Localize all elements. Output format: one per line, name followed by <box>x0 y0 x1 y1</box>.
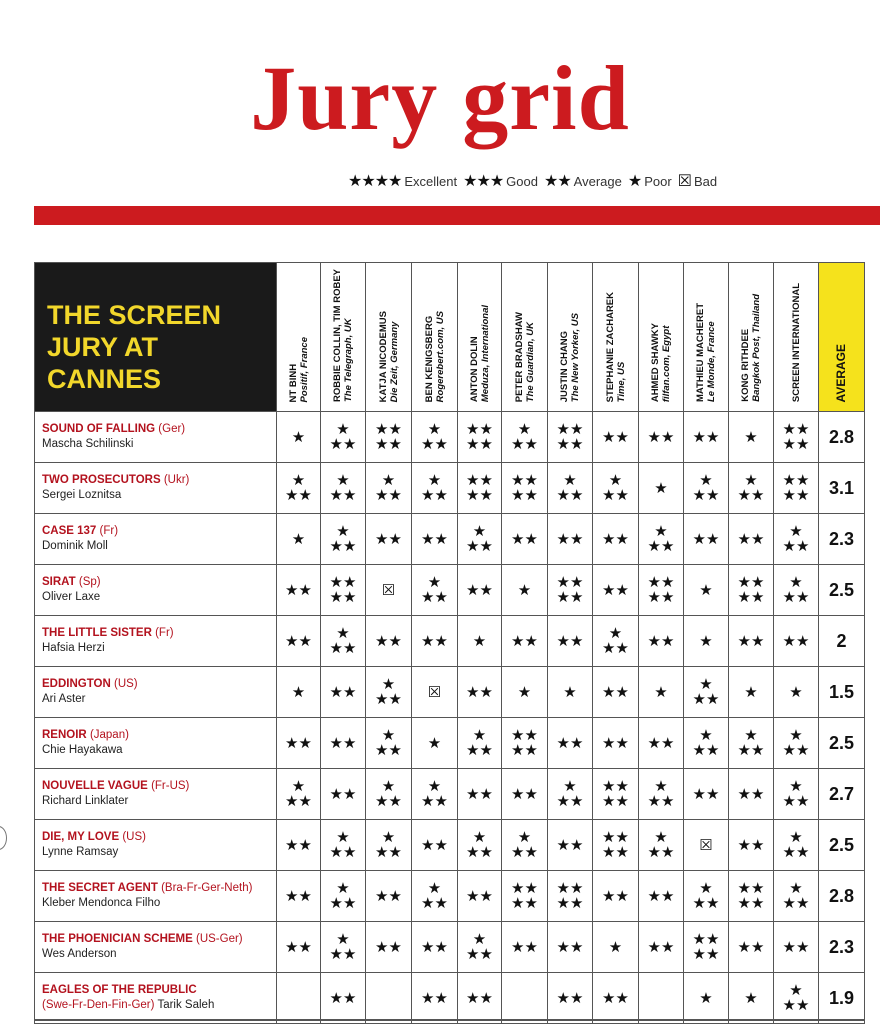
table-row <box>35 820 865 871</box>
average-score: 2.3 <box>819 922 865 973</box>
film-title: TWO PROSECUTORS <box>42 474 161 486</box>
star-rating-icon: ★ ★★ <box>366 463 412 514</box>
critic-column-header <box>277 263 321 412</box>
star-rating-icon: ★★ <box>774 616 819 667</box>
average-label: AVERAGE <box>834 343 848 402</box>
average-score: 2.8 <box>819 871 865 922</box>
star-rating-icon: ★ ★★ <box>684 463 729 514</box>
critic-publication: Bangkok Post, Thailand <box>751 294 762 402</box>
legend-stars-icon: ★★★★ <box>348 173 402 190</box>
star-rating-icon: ★ <box>684 616 729 667</box>
critic-column-header <box>639 263 684 412</box>
star-rating-icon: ★★ ★★ <box>593 820 639 871</box>
star-rating-icon: ★★ <box>593 412 639 463</box>
legend-stars-icon: ☒ <box>677 173 691 190</box>
legend-label: Poor <box>644 173 672 189</box>
star-rating-icon: ★★ <box>639 616 684 667</box>
legend-stars-icon: ★★★ <box>463 173 504 190</box>
film-country: (US) <box>122 831 146 843</box>
bad-rating-icon: ☒ <box>366 565 412 616</box>
critic-name: JUSTIN CHANG <box>559 330 570 402</box>
average-score: 1.9 <box>819 973 865 1024</box>
star-rating-icon: ★★ ★★ <box>593 769 639 820</box>
average-score: 2.8 <box>819 412 865 463</box>
star-rating-icon: ★★ ★★ <box>458 412 502 463</box>
star-rating-icon: ★★ ★★ <box>729 871 774 922</box>
film-country: (US-Ger) <box>196 933 243 945</box>
star-rating-icon: ★★ <box>458 769 502 820</box>
star-rating-icon: ★ <box>277 667 321 718</box>
star-rating-icon: ★ ★★ <box>366 718 412 769</box>
bad-rating-icon: ☒ <box>412 667 458 718</box>
star-rating-icon <box>277 973 321 1024</box>
film-country: (Swe-Fr-Den-Fin-Ger) <box>42 999 155 1011</box>
average-score: 1.5 <box>819 667 865 718</box>
star-rating-icon: ★ ★★ <box>639 769 684 820</box>
film-cell <box>35 718 277 769</box>
star-rating-icon: ★★ <box>366 922 412 973</box>
critic-column-header <box>321 263 366 412</box>
star-rating-icon: ★ <box>639 463 684 514</box>
film-cell <box>35 820 277 871</box>
star-rating-icon: ★★ <box>729 514 774 565</box>
star-rating-icon: ★ ★★ <box>321 871 366 922</box>
star-rating-icon: ★★ <box>502 769 548 820</box>
star-rating-icon: ★★ <box>639 718 684 769</box>
film-country: (Fr) <box>99 525 119 537</box>
star-rating-icon: ★ ★★ <box>366 769 412 820</box>
star-rating-icon <box>502 973 548 1024</box>
star-rating-icon: ★ ★★ <box>502 820 548 871</box>
star-rating-icon: ★★ ★★ <box>502 463 548 514</box>
film-cell <box>35 565 277 616</box>
film-director: Richard Linklater <box>42 795 129 807</box>
star-rating-icon: ★ ★★ <box>321 820 366 871</box>
critic-publication: The Telegraph, UK <box>343 318 354 402</box>
star-rating-icon: ★ <box>502 667 548 718</box>
star-rating-icon: ★ ★★ <box>412 871 458 922</box>
film-title: CASE 137 <box>42 525 97 537</box>
star-rating-icon: ★ ★★ <box>458 922 502 973</box>
star-rating-icon: ★★ <box>321 667 366 718</box>
star-rating-icon: ★ ★★ <box>412 769 458 820</box>
star-rating-icon: ★ ★★ <box>593 616 639 667</box>
star-rating-icon: ★★ <box>412 820 458 871</box>
star-rating-icon: ★★ <box>502 514 548 565</box>
star-rating-icon: ★★ <box>593 565 639 616</box>
legend-item <box>544 171 622 191</box>
film-director: Ari Aster <box>42 693 86 705</box>
film-director: Wes Anderson <box>42 948 117 960</box>
critic-column-header <box>729 263 774 412</box>
star-rating-icon: ★★ ★★ <box>502 871 548 922</box>
star-rating-icon: ★★ <box>639 922 684 973</box>
film-cell <box>35 616 277 667</box>
film-title: NOUVELLE VAGUE <box>42 780 148 792</box>
average-column-header <box>819 263 865 412</box>
star-rating-icon: ★ ★★ <box>684 667 729 718</box>
star-rating-icon: ★★ <box>277 718 321 769</box>
star-rating-icon: ★★ ★★ <box>366 412 412 463</box>
star-rating-icon: ★ ★★ <box>366 820 412 871</box>
star-rating-icon: ★ ★★ <box>458 514 502 565</box>
star-rating-icon: ★★ ★★ <box>639 565 684 616</box>
film-cell <box>35 412 277 463</box>
star-rating-icon: ★ ★★ <box>277 463 321 514</box>
film-cell <box>35 463 277 514</box>
star-rating-icon: ★ ★★ <box>412 565 458 616</box>
critic-publication: Le Monde, France <box>706 321 717 402</box>
star-rating-icon: ★★ <box>548 973 593 1024</box>
critic-publication: The Guardian, UK <box>524 321 536 402</box>
critic-name: PETER BRADSHAW <box>513 311 525 402</box>
red-divider-bar <box>34 206 880 225</box>
star-rating-icon: ★ ★★ <box>502 412 548 463</box>
star-rating-icon: ★ ★★ <box>548 769 593 820</box>
critic-column-header <box>412 263 458 412</box>
critic-column-header <box>548 263 593 412</box>
star-rating-icon: ★ ★★ <box>321 616 366 667</box>
star-rating-icon: ★ <box>548 667 593 718</box>
star-rating-icon: ★ ★★ <box>774 973 819 1024</box>
film-country: (US) <box>114 678 138 690</box>
star-rating-icon: ★ <box>729 973 774 1024</box>
critic-publication: Die Zeit, Germany <box>388 321 400 402</box>
star-rating-icon: ★ <box>684 565 729 616</box>
star-rating-icon: ★★ <box>548 718 593 769</box>
legend-label: Average <box>573 173 622 189</box>
star-rating-icon: ★ ★★ <box>774 820 819 871</box>
critic-name: SCREEN INTERNATIONAL <box>790 282 802 402</box>
star-rating-icon: ★ ★★ <box>774 871 819 922</box>
star-rating-icon: ★★ <box>548 820 593 871</box>
critic-publication: filfan.com, Egypt <box>661 325 672 402</box>
critic-column-header <box>593 263 639 412</box>
film-title: SIRAT <box>42 576 76 588</box>
star-rating-icon: ★★ <box>458 973 502 1024</box>
star-rating-icon: ★ ★★ <box>458 820 502 871</box>
legend-label: Bad <box>694 173 718 189</box>
star-rating-icon: ★★ <box>412 616 458 667</box>
star-rating-icon: ★ ★★ <box>277 769 321 820</box>
film-director: Hafsia Herzi <box>42 642 105 654</box>
star-rating-icon: ★ ★★ <box>729 718 774 769</box>
star-rating-icon: ★ <box>729 412 774 463</box>
critic-name: BEN KENIGSBERG <box>423 315 435 402</box>
critic-name: KONG RITHDEE <box>740 329 751 402</box>
critic-name: ROBBIE COLLIN, TIM ROBEY <box>332 269 343 402</box>
star-rating-icon: ★ <box>277 514 321 565</box>
star-rating-icon: ★ <box>593 922 639 973</box>
film-director: Kleber Mendonca Filho <box>42 897 161 909</box>
star-rating-icon: ★ ★★ <box>639 820 684 871</box>
critic-publication: Meduza, International <box>479 304 491 402</box>
star-rating-icon: ★★ <box>548 616 593 667</box>
star-rating-icon: ★★ <box>639 871 684 922</box>
film-director: Tarik Saleh <box>157 999 215 1011</box>
star-rating-icon: ★★ <box>593 667 639 718</box>
table-row <box>35 667 865 718</box>
critic-publication: Positif, France <box>298 336 310 402</box>
table-row <box>35 565 865 616</box>
star-rating-icon: ★ ★★ <box>412 412 458 463</box>
film-director: Oliver Laxe <box>42 591 101 603</box>
legend-item <box>678 171 717 191</box>
star-rating-icon: ★★ <box>366 616 412 667</box>
table-row <box>35 973 865 1024</box>
bad-rating-icon: ☒ <box>684 820 729 871</box>
star-rating-icon: ★★ ★★ <box>548 412 593 463</box>
film-title: SOUND OF FALLING <box>42 423 156 435</box>
star-rating-icon: ★★ <box>729 616 774 667</box>
star-rating-icon: ★★ <box>684 769 729 820</box>
star-rating-icon: ★ <box>458 616 502 667</box>
star-rating-icon: ★★ <box>321 718 366 769</box>
jury-grid-table <box>34 262 865 1024</box>
star-rating-icon: ★ ★★ <box>774 514 819 565</box>
critic-name: MATHIEU MACHERET <box>695 302 706 402</box>
star-rating-icon: ★★ <box>321 973 366 1024</box>
film-director: Lynne Ramsay <box>42 846 119 858</box>
film-country: (Fr) <box>155 627 174 639</box>
star-rating-icon: ★★ <box>593 973 639 1024</box>
film-country: (Japan) <box>89 729 129 741</box>
star-rating-icon: ★ ★★ <box>774 718 819 769</box>
star-rating-icon: ★ ★★ <box>774 565 819 616</box>
star-rating-icon: ★★ <box>774 922 819 973</box>
star-rating-icon: ★★ <box>412 514 458 565</box>
film-country: (Fr-US) <box>151 780 190 792</box>
star-rating-icon: ★★ <box>366 514 412 565</box>
star-rating-icon: ★★ ★★ <box>321 565 366 616</box>
star-rating-icon: ★★ <box>502 616 548 667</box>
star-rating-icon: ★★ <box>277 565 321 616</box>
film-director: Dominik Moll <box>42 540 108 552</box>
film-country: (Ukr) <box>163 474 190 486</box>
star-rating-icon: ★ ★★ <box>548 463 593 514</box>
critic-publication: The New Yorker, US <box>570 312 581 402</box>
film-country: (Ger) <box>158 423 186 435</box>
star-rating-icon <box>639 973 684 1024</box>
star-rating-icon: ★ ★★ <box>458 718 502 769</box>
star-rating-icon: ★★ <box>593 718 639 769</box>
star-rating-icon: ★★ <box>729 922 774 973</box>
critic-name: STEPHANIE ZACHAREK <box>604 291 616 402</box>
star-rating-icon: ★ <box>639 667 684 718</box>
star-rating-icon: ★ ★★ <box>412 463 458 514</box>
star-rating-icon: ★★ ★★ <box>548 565 593 616</box>
star-rating-icon: ★ <box>277 412 321 463</box>
film-director: Mascha Schilinski <box>42 438 134 450</box>
star-rating-icon: ★★ ★★ <box>684 922 729 973</box>
page-title: Jury grid <box>250 47 630 149</box>
critic-column-header <box>366 263 412 412</box>
star-rating-icon: ★★ <box>277 820 321 871</box>
star-rating-icon: ★ ★★ <box>639 514 684 565</box>
film-cell <box>35 871 277 922</box>
legend-item <box>628 171 672 191</box>
legend-stars-icon: ★ <box>627 173 642 190</box>
star-rating-icon: ★ <box>412 718 458 769</box>
star-rating-icon: ★★ <box>684 412 729 463</box>
film-director: Sergei Loznitsa <box>42 489 122 501</box>
star-rating-icon: ★ ★★ <box>774 769 819 820</box>
average-score: 2.7 <box>819 769 865 820</box>
table-row <box>35 412 865 463</box>
critic-column-header <box>458 263 502 412</box>
star-rating-icon: ★ ★★ <box>321 463 366 514</box>
rating-legend <box>348 171 717 191</box>
film-cell <box>35 667 277 718</box>
star-rating-icon: ★★ <box>548 514 593 565</box>
table-bottom-line <box>34 1019 864 1021</box>
star-rating-icon: ★★ <box>412 922 458 973</box>
star-rating-icon: ★★ <box>639 412 684 463</box>
film-cell <box>35 922 277 973</box>
star-rating-icon: ★ ★★ <box>684 871 729 922</box>
star-rating-icon: ★★ <box>458 667 502 718</box>
star-rating-icon: ★★ ★★ <box>548 871 593 922</box>
film-title: THE PHOENICIAN SCHEME <box>42 933 193 945</box>
star-rating-icon: ★★ ★★ <box>729 565 774 616</box>
star-rating-icon: ★★ <box>593 514 639 565</box>
star-rating-icon: ★★ <box>412 973 458 1024</box>
film-country: (Sp) <box>78 576 101 588</box>
star-rating-icon: ★ ★★ <box>321 412 366 463</box>
film-director: Chie Hayakawa <box>42 744 123 756</box>
film-title: EAGLES OF THE REPUBLIC <box>42 984 197 996</box>
film-country: (Bra-Fr-Ger-Neth) <box>161 882 253 894</box>
table-row <box>35 616 865 667</box>
average-score: 2.3 <box>819 514 865 565</box>
legend-item <box>348 171 457 191</box>
star-rating-icon: ★★ ★★ <box>774 412 819 463</box>
legend-label: Good <box>506 173 538 189</box>
star-rating-icon: ★ ★★ <box>729 463 774 514</box>
star-rating-icon: ★★ <box>277 871 321 922</box>
average-score: 2 <box>819 616 865 667</box>
average-score: 2.5 <box>819 820 865 871</box>
star-rating-icon: ★ <box>774 667 819 718</box>
star-rating-icon: ★★ <box>277 616 321 667</box>
film-title: DIE, MY LOVE <box>42 831 120 843</box>
star-rating-icon: ★ ★★ <box>321 922 366 973</box>
page-edge-circle-icon <box>0 826 7 850</box>
star-rating-icon <box>366 973 412 1024</box>
star-rating-icon: ★★ <box>502 922 548 973</box>
critic-column-header <box>502 263 548 412</box>
star-rating-icon: ★ ★★ <box>366 667 412 718</box>
star-rating-icon: ★★ ★★ <box>458 463 502 514</box>
critic-column-header <box>774 263 819 412</box>
critic-publication: Time, US <box>615 361 627 402</box>
legend-item <box>463 171 538 191</box>
star-rating-icon: ★ ★★ <box>321 514 366 565</box>
film-cell <box>35 973 277 1024</box>
star-rating-icon: ★ <box>502 565 548 616</box>
legend-label: Excellent <box>404 173 458 189</box>
critic-name: NT BINH <box>287 363 299 402</box>
star-rating-icon: ★★ <box>458 565 502 616</box>
film-title: RENOIR <box>42 729 87 741</box>
film-cell <box>35 514 277 565</box>
star-rating-icon: ★★ <box>277 922 321 973</box>
film-title: EDDINGTON <box>42 678 111 690</box>
star-rating-icon: ★★ <box>593 871 639 922</box>
star-rating-icon: ★★ <box>366 871 412 922</box>
star-rating-icon: ★★ <box>321 769 366 820</box>
average-score: 3.1 <box>819 463 865 514</box>
average-score: 2.5 <box>819 718 865 769</box>
table-row <box>35 922 865 973</box>
critic-name: ANTON DOLIN <box>468 336 480 402</box>
star-rating-icon: ★★ <box>548 922 593 973</box>
critic-column-header <box>684 263 729 412</box>
critic-name: AHMED SHAWKY <box>650 322 661 402</box>
star-rating-icon: ★ <box>729 667 774 718</box>
table-row <box>35 718 865 769</box>
star-rating-icon: ★★ ★★ <box>774 463 819 514</box>
star-rating-icon: ★ <box>684 973 729 1024</box>
critic-name: KATJA NICODEMUS <box>377 310 389 402</box>
critic-publication: Rogerebert.com, US <box>434 310 446 402</box>
table-row <box>35 769 865 820</box>
film-title: THE SECRET AGENT <box>42 882 158 894</box>
legend-stars-icon: ★★ <box>543 173 571 190</box>
star-rating-icon: ★★ <box>458 871 502 922</box>
film-cell <box>35 769 277 820</box>
star-rating-icon: ★★ <box>684 514 729 565</box>
star-rating-icon: ★ ★★ <box>593 463 639 514</box>
average-score: 2.5 <box>819 565 865 616</box>
star-rating-icon: ★★ ★★ <box>502 718 548 769</box>
star-rating-icon: ★★ <box>729 820 774 871</box>
table-row <box>35 871 865 922</box>
film-title: THE LITTLE SISTER <box>42 627 152 639</box>
table-row <box>35 463 865 514</box>
jury-heading: THE SCREEN JURY AT CANNES <box>35 263 277 412</box>
table-row <box>35 514 865 565</box>
star-rating-icon: ★★ <box>729 769 774 820</box>
star-rating-icon: ★ ★★ <box>684 718 729 769</box>
